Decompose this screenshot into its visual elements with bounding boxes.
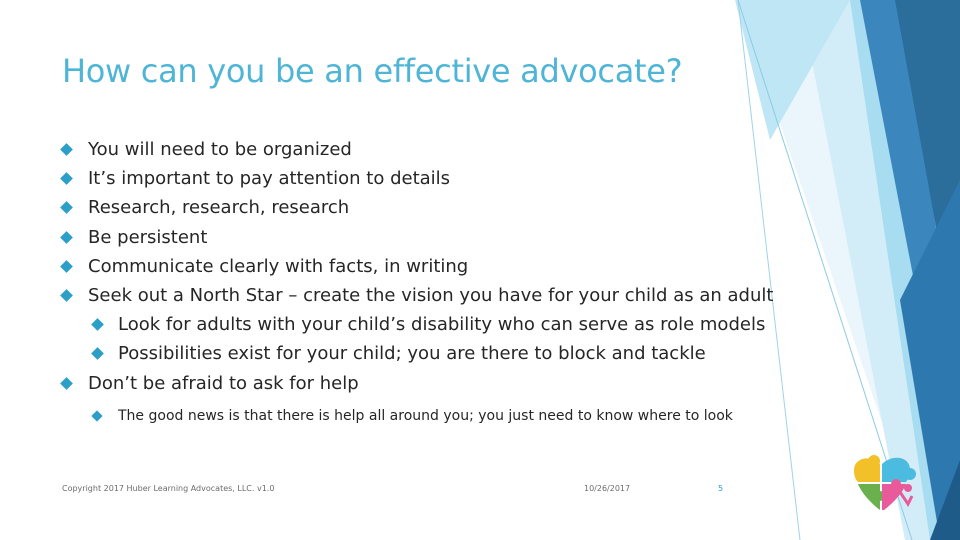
footer-copyright: Copyright 2017 Huber Learning Advocates, LLC. v1.0 <box>62 484 275 493</box>
bullet-text: You will need to be organized <box>88 139 352 160</box>
diamond-bullet-icon <box>60 143 73 156</box>
diamond-bullet-icon <box>91 318 104 331</box>
diamond-bullet-icon <box>60 202 73 215</box>
diamond-bullet-icon <box>60 231 73 244</box>
bullet-text: Possibilities exist for your child; you are there to block and tackle <box>118 343 706 365</box>
bullet-item <box>62 164 773 193</box>
bullet-text: Communicate clearly with facts, in writing <box>88 255 469 277</box>
diamond-bullet-icon <box>60 172 73 185</box>
bullet-item <box>62 252 773 281</box>
bullet-text: It’s important to pay attention to details <box>88 168 451 190</box>
bullet-text: Be persistent <box>88 226 208 248</box>
bullet-item <box>62 193 773 222</box>
diamond-bullet-icon <box>91 348 104 361</box>
diamond-bullet-icon <box>60 260 73 273</box>
bullet-list <box>62 135 773 426</box>
sub-bullet-item <box>62 339 773 368</box>
slide-title: How can you be an effective advocate? <box>62 52 683 90</box>
diamond-bullet-icon <box>60 289 73 302</box>
puzzle-heart-logo <box>848 452 924 518</box>
bullet-text: Look for adults with your child’s disability who can serve as role models <box>118 314 766 336</box>
sub-bullet-item <box>62 310 773 339</box>
diamond-bullet-icon <box>91 410 102 421</box>
footer-page-number: 5 <box>718 484 724 493</box>
bullet-item <box>62 281 773 310</box>
bullet-text: Don’t be afraid to ask for help <box>88 372 359 394</box>
diamond-bullet-icon <box>60 377 73 390</box>
sub-bullet-item <box>62 406 773 426</box>
bullet-item <box>62 223 773 252</box>
bullet-text: Seek out a North Star – create the vision you have for your child as an adult <box>88 285 774 307</box>
bullet-text: The good news is that there is help all around you; you just need to know where to look <box>118 407 733 424</box>
footer-date: 10/26/2017 <box>584 484 631 493</box>
bullet-item <box>62 135 773 164</box>
bullet-item <box>62 369 773 398</box>
bullet-text: Research, research, research <box>88 197 350 219</box>
